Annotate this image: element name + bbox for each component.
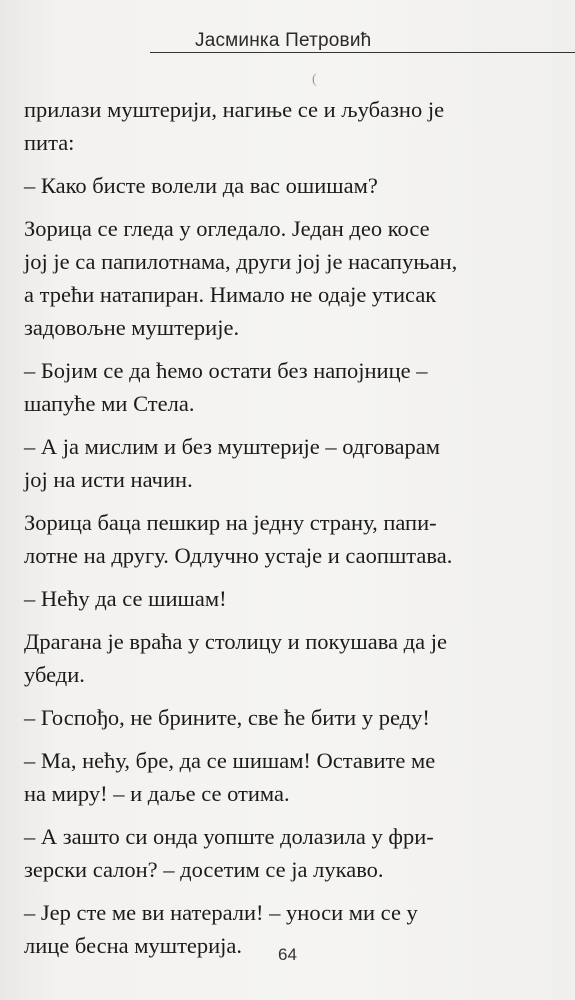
- text-line: зерски салон? – досетим се ја лукаво.: [24, 857, 384, 882]
- text-line: – А зашто си онда уопште долазила у фри-: [24, 824, 434, 849]
- paragraph: [24, 354, 534, 420]
- text-line: Драгана је враћа у столицу и покушава да је: [24, 629, 447, 654]
- text-line: – А ја мислим и без муштерије – одговарам: [24, 434, 441, 459]
- paragraph: [24, 506, 534, 572]
- paragraph: [24, 625, 534, 691]
- paragraph: [24, 701, 534, 734]
- text-line: лице бесна муштерија.: [24, 933, 243, 958]
- text-line: прилази муштерији, нагиње се и љубазно је: [24, 97, 445, 122]
- paragraph: [24, 820, 534, 886]
- text-line: убеди.: [24, 662, 85, 687]
- text-line: пита:: [24, 130, 75, 155]
- text-line: задовољне муштерије.: [24, 315, 240, 340]
- paragraph: [24, 582, 534, 615]
- text-line: јој на исти начин.: [24, 467, 193, 492]
- paragraph: [24, 430, 534, 496]
- paragraph: [24, 93, 534, 159]
- paragraph: [24, 212, 534, 344]
- text-line: шапуће ми Стела.: [24, 391, 195, 416]
- text-line: – Јер сте ме ви натерали! – уноси ми се у: [24, 900, 418, 925]
- text-line: Зорица се гледа у огледало. Један део косе: [24, 216, 430, 241]
- page-number: 64: [278, 945, 297, 964]
- text-line: јој је са папилотнама, други јој је насапуњан,: [24, 249, 458, 274]
- text-line: – Ма, нећу, бре, да се шишам! Оставите ме: [24, 748, 436, 773]
- text-line: на миру! – и даље се отима.: [24, 781, 290, 806]
- paragraph: [24, 744, 534, 810]
- text-line: – Како бисте волели да вас ошишам?: [24, 173, 378, 198]
- text-line: Зорица баца пешкир на једну страну, папи-: [24, 510, 437, 535]
- text-line: – Нећу да се шишам!: [24, 586, 227, 611]
- ink-mark: (: [312, 72, 317, 87]
- text-line: лотне на другу. Одлучно устаје и саопштава.: [24, 543, 453, 568]
- paragraph: [24, 169, 534, 202]
- text-line: а трећи натапиран. Нимало не одаје утисак: [24, 282, 437, 307]
- header-rule: [150, 52, 575, 53]
- text-line: – Госпођо, не брините, све ће бити у реду!: [24, 705, 430, 730]
- body-text: [24, 93, 534, 972]
- running-head-author: Јасминка Петровић: [195, 30, 372, 51]
- text-line: – Бојим се да ћемо остати без напојнице –: [24, 358, 428, 383]
